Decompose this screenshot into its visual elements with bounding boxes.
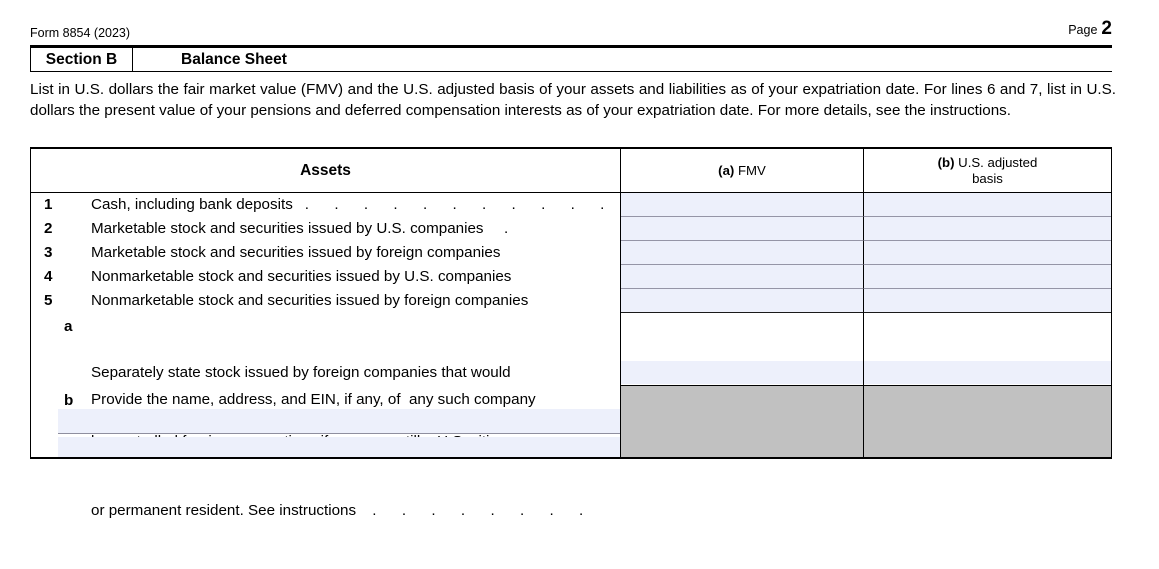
line-a-dot-leader: . . . . . . . .: [368, 502, 584, 519]
form-id: Form 8854 (2023): [30, 26, 131, 40]
basis-column-header: [864, 149, 1111, 192]
field-line2-basis[interactable]: [864, 217, 1111, 241]
line1-number: 1: [44, 196, 53, 213]
line3-label: Marketable stock and securities issued by foreign companies: [91, 244, 501, 261]
line1-dot-leader: . . . . . . . . . . .: [304, 196, 605, 213]
field-line1-basis[interactable]: [864, 193, 1111, 217]
field-line-b-writein-2[interactable]: [58, 437, 620, 457]
line-a-label-3: or permanent resident. See instructions: [91, 502, 357, 519]
field-line2-fmv[interactable]: [621, 217, 864, 241]
page-number: 2: [1101, 18, 1112, 39]
page-indicator: [1068, 18, 1112, 40]
field-line-b-writein-1[interactable]: [58, 409, 620, 434]
table-row-line-b: [31, 386, 1111, 457]
balance-sheet-table: [30, 147, 1112, 519]
field-line3-fmv[interactable]: [621, 241, 864, 265]
line4-label: Nonmarketable stock and securities issued by U.S. companies: [91, 268, 512, 285]
field-line-a-fmv[interactable]: [621, 361, 863, 384]
assets-column-header: Assets: [31, 149, 621, 192]
field-line4-fmv[interactable]: [621, 265, 864, 289]
field-line5-basis[interactable]: [864, 289, 1111, 313]
section-header: [30, 48, 1112, 72]
line5-number: 5: [44, 292, 53, 309]
line2-number: 2: [44, 220, 53, 237]
fmv-header-label: FMV: [737, 163, 766, 178]
section-instructions: List in U.S. dollars the fair market value (FMV) and the U.S. adjusted basis of your assets and liabilities as of your expatriation date. For lines 6 and 7, list in U.S. dollars the present value of your pensions and deferred compensation interests as of your expatriation date. For more details, see the instructions.: [30, 81, 1116, 120]
table-row-line4: [31, 265, 1111, 289]
field-line3-basis[interactable]: [864, 241, 1111, 265]
blocked-cell-line-b-basis: [864, 386, 1111, 457]
field-line-a-basis[interactable]: [864, 361, 1111, 384]
basis-header-prefix: (b): [937, 154, 955, 170]
line-b-letter: b: [64, 392, 74, 409]
table-row-line5: [31, 289, 1111, 313]
line2-label: Marketable stock and securities issued by U.S. companies: [91, 220, 484, 237]
table-row-line2: [31, 217, 1111, 241]
section-title: Balance Sheet: [181, 50, 287, 68]
line-b-label: Provide the name, address, and EIN, if any, of any such company: [91, 391, 536, 408]
page-label: Page: [1068, 23, 1098, 37]
line-a-label-1: Separately state stock issued by foreign companies that would: [91, 364, 511, 381]
line4-number: 4: [44, 268, 53, 285]
table-header-row: [31, 149, 1111, 193]
basis-header-label: U.S. adjusted basis: [958, 154, 1038, 186]
line5-label: Nonmarketable stock and securities issued by foreign companies: [91, 292, 529, 309]
fmv-column-header: [621, 149, 864, 192]
field-line4-basis[interactable]: [864, 265, 1111, 289]
line2-dot-leader: .: [495, 220, 509, 237]
line-a-letter: a: [64, 318, 73, 335]
table-row-line3: [31, 241, 1111, 265]
table-row-line1: [31, 193, 1111, 217]
blocked-cell-line-b-fmv: [621, 386, 864, 457]
line3-number: 3: [44, 244, 53, 261]
field-line5-fmv[interactable]: [621, 289, 864, 313]
line1-label: Cash, including bank deposits: [91, 196, 293, 213]
section-label: Section B: [30, 48, 133, 71]
fmv-header-prefix: (a): [718, 163, 735, 178]
field-line1-fmv[interactable]: [621, 193, 864, 217]
